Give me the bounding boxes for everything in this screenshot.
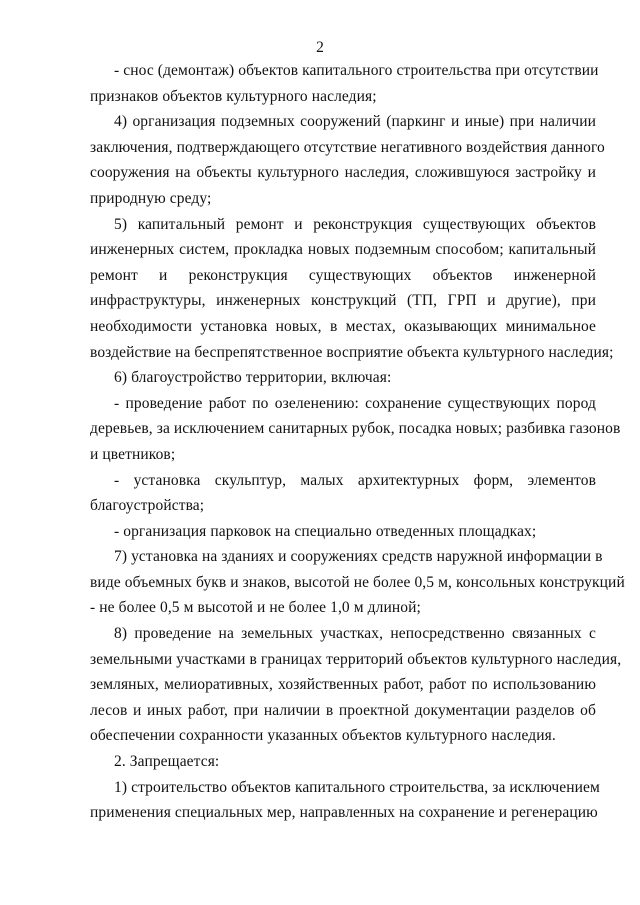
text-line: - проведение работ по озеленению: сохранение существующих пород <box>114 394 596 412</box>
paragraph <box>90 775 600 826</box>
text-line: - не более 0,5 м высотой и не более 1,0 м длиной; <box>90 599 421 617</box>
text-line: природную среду; <box>90 189 212 207</box>
text-line: сооружения на объекты культурного наследия, сложившуюся застройку и <box>90 164 596 182</box>
paragraph <box>90 58 599 109</box>
paragraph <box>90 109 605 211</box>
paragraph <box>90 544 625 621</box>
paragraph <box>90 365 596 391</box>
text-line: - организация парковок на специально отведенных площадках; <box>114 522 537 540</box>
text-line: инженерных систем, прокладка новых подземным способом; капитальный <box>90 241 596 259</box>
text-line: 7) установка на зданиях и сооружениях средств наружной информации в <box>114 548 603 566</box>
paragraph <box>90 468 596 519</box>
text-line: - установка скульптур, малых архитектурных форм, элементов <box>114 471 596 489</box>
text-line: ремонт и реконструкция существующих объектов инженерной <box>90 266 596 284</box>
paragraph <box>90 621 622 749</box>
page-number: 2 <box>316 39 324 56</box>
text-line: 6) благоустройство территории, включая: <box>114 369 392 387</box>
text-line: лесов и иных работ, при наличии в проектной документации разделов об <box>90 701 596 719</box>
text-line: инфраструктуры, инженерных конструкций (ТП, ГРП и другие), при <box>90 292 596 310</box>
text-line: земельными участками в границах территорий объектов культурного наследия, <box>90 650 622 668</box>
text-line: 5) капитальный ремонт и реконструкция существующих объектов <box>114 215 596 233</box>
text-line: признаков объектов культурного наследия; <box>90 87 377 105</box>
text-line: земляных, мелиоративных, хозяйственных работ, работ по использованию <box>90 676 596 694</box>
text-line: благоустройства; <box>90 497 205 515</box>
text-line: - снос (демонтаж) объектов капитального строительства при отсутствии <box>114 62 599 79</box>
text-line: заключения, подтверждающего отсутствие негативного воздействия данного <box>90 138 605 156</box>
text-line: 8) проведение на земельных участках, непосредственно связанных с <box>114 625 596 643</box>
text-line: виде объемных букв и знаков, высотой не более 0,5 м, консольных конструкций <box>90 573 625 591</box>
text-line: деревьев, за исключением санитарных рубок, посадка новых; разбивка газонов <box>90 420 621 438</box>
text-line: применения специальных мер, направленных на сохранение и регенерацию <box>90 804 598 822</box>
text-line: воздействие на беспрепятственное восприятие объекта культурного наследия; <box>90 343 614 361</box>
paragraph <box>90 519 596 545</box>
paragraph <box>90 749 596 775</box>
text-line: 2. Запрещается: <box>114 753 220 771</box>
text-line: 4) организация подземных сооружений (паркинг и иные) при наличии <box>114 113 596 131</box>
document-body <box>90 58 625 826</box>
text-line: обеспечении сохранности указанных объектов культурного наследия. <box>90 727 556 745</box>
paragraph <box>90 391 621 468</box>
text-line: необходимости установка новых, в местах, оказывающих минимальное <box>90 317 596 335</box>
paragraph <box>90 212 614 366</box>
text-line: 1) строительство объектов капитального строительства, за исключением <box>114 778 600 796</box>
text-line: и цветников; <box>90 445 176 463</box>
